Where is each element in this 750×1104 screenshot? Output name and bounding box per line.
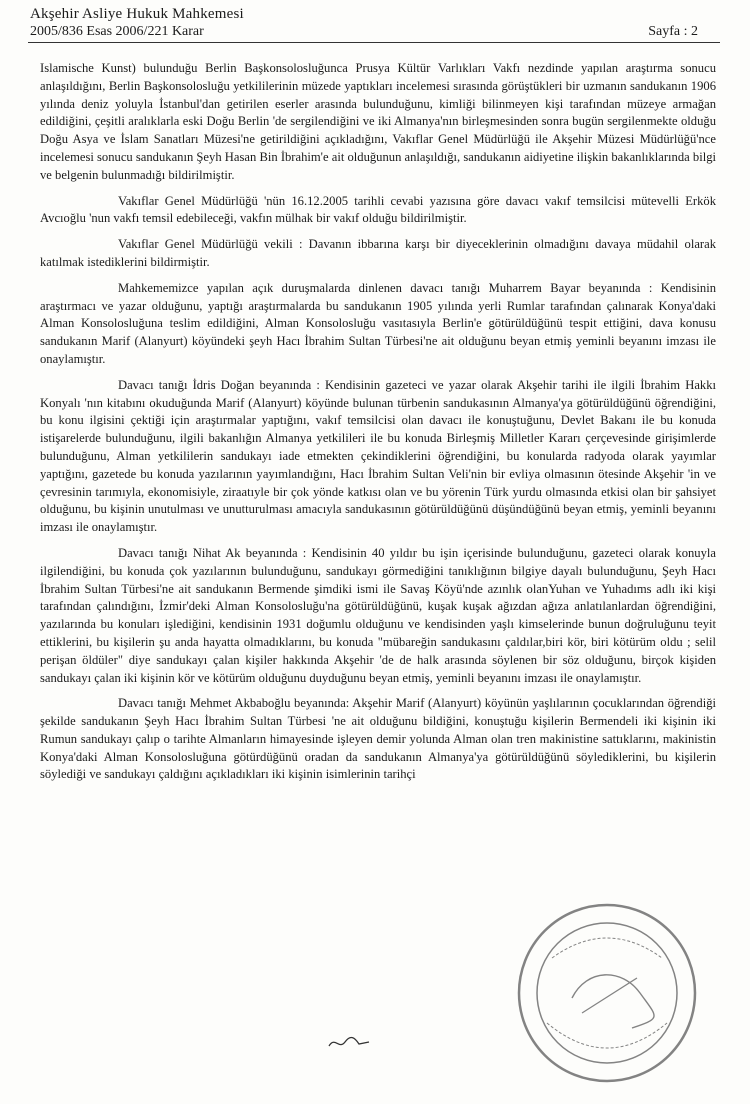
paragraph-1: Islamische Kunst) bulunduğu Berlin Başkonsolosluğunca Prusya Kültür Varlıkları Vakfı nezdinde yapılan araştırma sonucu anlaşıldığını, Berlin Başkonsolosluğu yetkililerinin müzede yaptıkları incelemesi sırasında görüştükleri bir uzmanın sandukanın 1906 yılında deniz yoluyla İstanbul'dan getirilen eserler arasında bulunduğunu, kimliği bilinmeyen kişi tarafından müzeye armağan edildiğini, çeşitli aralıklarla eski Doğu Berlin 'de sergilendiğini ve iki Almanya'nın birleşmesinden sonra bugün sergilenmekte olduğu Doğu Asya ve İslam Sanatları Müzesi'ne getirildiğini açıkladığını, Vakıflar Genel Müdürlüğü ile Akşehir Müzesi Müdürlüğü'nce incelemesi sonucu sandukanın Şeyh Hasan Bin İbrahim'e ait olduğunun anlaşıldığı, sandukanın aidiyetine ilişkin bakanlıklarında bilgi ve belgenin bulunmadığı bildirilmiştir.: [40, 61, 716, 182]
handwritten-initials: [325, 1030, 375, 1054]
paragraph-2: Vakıflar Genel Müdürlüğü 'nün 16.12.2005 tarihli cevabi yazısına göre davacı vakıf temsilcisi mütevelli Erkök Avcıoğlu 'nun vakfı temsil edebileceği, vakfın mülhak bir vakıf olduğu bildirilmiştir.: [40, 193, 716, 226]
paragraph-7: Davacı tanığı Mehmet Akbaboğlu beyanında: Akşehir Marif (Alanyurt) köyünün yaşlılarının çocuklarından öğrendiği şekilde sandukanın Şeyh Hacı İbrahim Sultan Türbesi 'ne ait olduğunu bildiğini, konuştuğu kişilerin Bermendeli iki kişinin iki Rumun sandukayı çalıp o tarihte Almanların himayesinde işleyen demir yolunda Alman olan tren makinistine sattıklarını, makinistin Konya'daki Alman Konsolosluğuna götürdüğünü oradan da sandukanın Almanya'ya götürüldüğünü söylediklerini, bu kişilerin söylediği ve sandukayı çaldığını açıkladıkları iki kişinin isimlerinin tarihçi: [40, 696, 716, 782]
paragraph-6: Davacı tanığı Nihat Ak beyanında : Kendisinin 40 yıldır bu işin içerisinde bulunduğunu, gazeteci olarak konuyla ilgilendiğini, bu konuda çok yazılarının bulunduğunu, sandukayı görmediğini tanıklığının bilgiye dayalı bulunduğunu, Şeyh Hacı İbrahim Sultan Türbesi'ne ait sandukanın Bermende şimdiki ismi ile Savaş Köyü'nde azınlık olanYuhan ve Yuhadıms adlı iki kişi tarafından çalındığını, İzmir'deki Alman Konsolosluğu'na götürüldüğünü, kuşak kuşak ağızdan ağıza anlatılanlardan öğrendiğini, yazılarında bu konuları işlediğini, kendisinin 1931 doğumlu olduğunu ve kendisinden yaşlı kimselerinde bunun doğruluğunu teyit ettiklerini, bu kişilerin şu anda hayatta olmadıklarını, bu konuda "mübareğin sandukasını çaldılar,biri kör, biri kötürüm oldu ; selil perişan öldüler" diye sandukayı çalan kişiler hakkında Akşehir 'de de halk arasında söylenen bir söz olduğunu, birçok kişiden sandukayı çalan iki kişinin kör ve kötürüm olduğunu duyduğunu beyan etmiş, yeminli beyanını imzası ile onaylamıştır.: [40, 545, 716, 685]
document-body: [40, 60, 716, 784]
page-number: Sayfa : 2: [648, 24, 698, 39]
paragraph-3: Vakıflar Genel Müdürlüğü vekili : Davanın ibbarına karşı bir diyeceklerinin olmadığını davaya müdahil olarak katılmak istediklerini bildirmiştir.: [40, 237, 716, 269]
case-numbers: 2005/836 Esas 2006/221 Karar: [30, 24, 204, 39]
court-name: Akşehir Asliye Hukuk Mahkemesi: [30, 6, 244, 22]
paragraph-4: Mahkememizce yapılan açık duruşmalarda dinlenen davacı tanığı Muharrem Bayar beyanında : Kendisinin araştırmacı ve yazar olduğunu, yaptığı araştırmalarda bu sandukanın 1905 yılında yerli Rumlar tarafından çalınarak Konya'daki Alman Konsolosluğuna teslim edildiğini, Alman Konsolosluğu vasıtasıyla Berlin'e götürüldüğünü tespit ettiğini, dava konusu sandukanın Marif (Alanyurt) köyündeki şeyh Hacı İbrahim Sultan Türbesi'ne ait olduğunu beyan etmiş yeminli beyanını imzası ile onaylamıştır.: [40, 280, 716, 366]
court-seal-stamp: [512, 898, 702, 1088]
paragraph-5: Davacı tanığı İdris Doğan beyanında : Kendisinin gazeteci ve yazar olarak Akşehir tarihi ile ilgili İbrahim Hakkı Konyalı 'nın kitabını okuduğunda Marif (Alanyurt) köyünde bulunan türbenin sandukasının Almanya'ya götürüldüğünü öğrendiğini, bu konu ilgisini çektiği için araştırmalar yaptığını, vakıf temsilcisi olan davacı ile konuştuğunu, Devlet Bakanı ile bu konuda istişarelerde bulunduğunu, ilgili bakanlığın Almanya yetkilileri ile bu konuda Birleşmiş Milletler Kararı çerçevesinde girişimlerde bulunduğunu, Alman yetkililerin sandukayı iade etmekten çekindiklerini öğrendiğini, bu konularda radyoda olarak yayımlar yaptığını, gazetede bu konuda yazılarının yayımlandığını, Hacı İbrahim Sultan Veli'nin bir evliya olmasının ötesinde Akşehir 'in ve çevresinin tarımıyla, ekonomisiyle, ziraatıyle bir çok yönde katkısı olan ve bu yörenin Türk yurdu olmasında etkisi olan bir şahsiyet olduğunu, bu kişinin unutulması ve unutturulması amacıyla sandukasının götürüldüğünü düşündüğünü beyan etmiş, yeminli beyanını imzası ile onaylamıştır.: [40, 377, 716, 535]
header-rule: [28, 42, 720, 43]
